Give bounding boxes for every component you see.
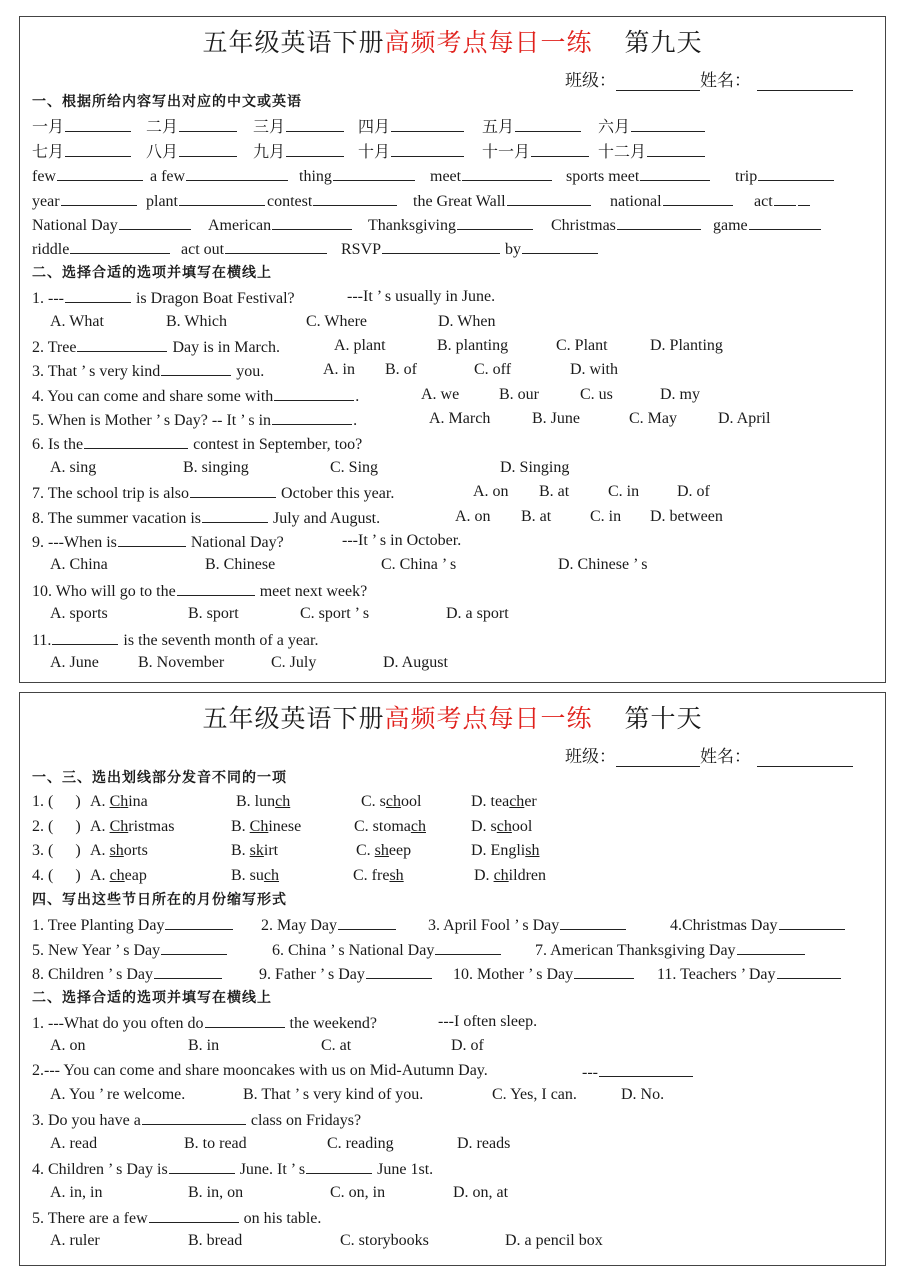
worksheet-body [32,90,881,675]
question-number: ) [75,793,81,811]
answer-blank[interactable] [560,912,626,930]
vocab-word: sports meet [566,168,640,186]
option[interactable]: D. Singing [500,458,570,476]
answer-blank[interactable] [462,163,552,181]
month-label: 八月 [146,143,179,161]
answer-blank[interactable] [186,163,288,181]
festival-label: 11. Teachers ’ [657,966,745,984]
option[interactable]: A. sing [50,458,97,476]
question-text: ---It ’ s in October. [342,532,462,550]
option[interactable]: D. English [471,842,540,860]
section-heading: 二、选择合适的选项并填写在横线上 [32,264,272,281]
answer-blank[interactable] [663,188,733,206]
options-row [32,553,881,577]
vocab-row [32,163,881,187]
vocab-word: act [754,192,773,210]
phonics-question [32,839,881,863]
answer-blank[interactable] [177,578,255,596]
question [32,1205,881,1229]
answer-blank[interactable] [179,188,265,206]
question-text: -- It ’ s in [211,412,272,430]
months-row [32,139,881,163]
title-grade: 五年级英语下册 [202,28,385,57]
month-label: 十一月 [482,143,531,161]
option[interactable]: A. in, in [50,1183,103,1201]
question-number: ) [75,842,81,860]
options-row [32,310,881,334]
answer-blank[interactable] [798,188,810,206]
question-text: --- [582,1063,598,1081]
question-text: contest in September, too? [193,436,363,454]
option[interactable]: B. in, on [188,1183,244,1201]
festival-label: 1. Tree Planting Day [32,917,165,935]
class-blank[interactable] [616,748,700,767]
option[interactable]: B. planting [437,336,509,354]
answer-blank[interactable] [286,139,344,157]
option[interactable]: D. Chinese ’ s [558,556,648,574]
option[interactable]: C. in [608,483,640,501]
question-text: 4. Children ’ s Day is [32,1161,168,1179]
answer-blank[interactable] [617,212,701,230]
title-day: 第十天 [624,704,703,733]
question-text: 5. When is Mother ’ s Day? [32,412,208,430]
question-text: 1. --- [32,290,64,308]
option[interactable]: D. children [474,866,546,884]
festival-label: 9. Father ’ s Day [259,966,365,984]
vocab-word: few [32,168,56,186]
answer-blank[interactable] [758,163,834,181]
question [32,431,881,455]
option[interactable]: A. shorts [90,842,148,860]
answer-blank[interactable] [574,961,634,979]
question [32,505,881,529]
answer-blank[interactable] [149,1205,239,1223]
question-text: 1. ---What do you often do [32,1014,204,1032]
question-text: October this year. [281,485,395,503]
question-text: is the seventh month of a year. [123,631,319,649]
question [32,1010,881,1034]
question-text: 7. The school trip is also [32,485,190,503]
answer-blank[interactable] [169,1156,235,1174]
option[interactable]: B. skirt [231,842,279,860]
answer-blank[interactable] [142,1107,246,1125]
answer-blank[interactable] [65,139,131,157]
option[interactable]: D. a pencil box [505,1232,603,1250]
option[interactable]: D. of [677,483,710,501]
question-text: you. [236,363,265,381]
answer-blank[interactable] [382,236,500,254]
answer-blank[interactable] [366,961,432,979]
vocab-word: thing [299,168,332,186]
question [32,358,881,382]
vocab-word: Christmas [551,216,616,234]
question [32,285,881,309]
answer-blank[interactable] [313,188,397,206]
question-text: 4. You can come and share some with [32,387,274,405]
question-text: class on Fridays? [250,1112,362,1130]
answer-blank[interactable] [647,139,705,157]
vocab-word: American [208,216,272,234]
answer-blank[interactable] [457,212,533,230]
question [32,529,881,553]
question-number: 4. ( [32,866,54,884]
festival-label: 5. New Year ’ s Day [32,941,161,959]
option[interactable]: D. When [438,312,496,330]
question-text: 10. Who will go to the [32,582,176,600]
festival-label: 8. Children ’ s Day [32,966,154,984]
option[interactable]: A. March [429,410,491,428]
class-label: 班级： [565,747,616,767]
name-blank[interactable] [757,72,853,91]
answer-blank[interactable] [777,961,841,979]
answer-blank[interactable] [599,1059,693,1077]
vocab-word: a few [150,168,186,186]
question-text: June. It ’ s [239,1161,306,1179]
options-row [32,1229,881,1253]
answer-blank[interactable] [274,383,354,401]
answer-blank[interactable] [205,1010,285,1028]
section-heading: 四、写出这些节日所在的月份缩写形式 [32,891,287,908]
answer-blank[interactable] [306,1156,372,1174]
question [32,480,881,504]
phonics-question [32,815,881,839]
answer-blank[interactable] [749,212,821,230]
answer-blank[interactable] [161,358,231,376]
month-label: 七月 [32,143,65,161]
answer-blank[interactable] [272,212,352,230]
answer-blank[interactable] [779,912,845,930]
worksheet-day-9 [19,16,886,683]
option[interactable]: C. storybooks [340,1232,429,1250]
answer-blank[interactable] [333,163,415,181]
question-text: 3. That ’ s very kind [32,363,161,381]
name-label: 姓名： [700,71,751,91]
question-number: ) [75,866,81,884]
answer-blank[interactable] [161,937,227,955]
month-label: 一月 [32,119,65,137]
answer-blank[interactable] [225,236,327,254]
section-heading: 二、选择合适的选项并填写在横线上 [32,989,272,1006]
answer-blank[interactable] [61,188,137,206]
festival-label: 2. May Day [261,917,337,935]
festival-row [32,912,881,936]
answer-blank[interactable] [165,912,233,930]
option[interactable]: D. between [650,507,723,525]
class-name-line [565,742,853,767]
festival-label: 6. China ’ s National Day [272,941,435,959]
option[interactable]: C. Sing [330,458,379,476]
question [32,627,881,651]
option[interactable]: A. China [50,556,108,574]
option[interactable]: D. Planting [650,336,723,354]
answer-blank[interactable] [515,114,581,132]
worksheet-day-10 [19,692,886,1266]
page-title [20,23,885,59]
question-number: 2. ( [32,817,54,835]
festival-label: 4.Christmas Day [670,917,778,935]
option[interactable]: A. in [323,361,355,379]
option[interactable]: C. sport ’ s [300,605,370,623]
answer-blank[interactable] [179,114,237,132]
vocab-word: by [505,241,521,259]
question [32,334,881,358]
question-text: meet next week? [259,582,368,600]
vocab-row [32,188,881,212]
option[interactable]: A. June [50,653,99,671]
option[interactable]: A. You ’ re welcome. [50,1086,186,1104]
vocab-row [32,212,881,236]
answer-blank[interactable] [286,114,344,132]
option[interactable]: A. we [421,385,460,403]
festival-label: Day [748,966,776,984]
vocab-word: National Day [32,216,118,234]
question-text: 6. Is the [32,436,84,454]
option[interactable]: D. of [451,1037,484,1055]
answer-blank[interactable] [190,480,276,498]
phonics-question [32,864,881,888]
vocab-word: national [610,192,662,210]
answer-blank[interactable] [272,407,352,425]
option[interactable]: B. our [499,385,539,403]
options-row [32,1181,881,1205]
option[interactable]: C. school [361,793,422,811]
question-text: ---I often sleep. [438,1012,538,1030]
question-number: 1. ( [32,793,54,811]
answer-blank[interactable] [631,114,705,132]
option[interactable]: B. June [532,410,580,428]
option[interactable]: B. Chinese [231,817,302,835]
option[interactable]: C. May [629,410,677,428]
month-label: 二月 [146,119,179,137]
month-label: 五月 [482,119,515,137]
option[interactable]: B. lunch [236,793,291,811]
option[interactable]: C. us [580,385,613,403]
vocab-word: RSVP [341,241,382,259]
question-text: July and August. [273,509,381,527]
answer-blank[interactable] [391,114,464,132]
option[interactable]: D. reads [457,1134,511,1152]
option[interactable]: A. cheap [90,866,147,884]
options-row [32,651,881,675]
question-text: on his table. [243,1210,322,1228]
vocab-word: act out [181,241,225,259]
vocab-word: the Great Wall [413,192,506,210]
option[interactable]: A. What [50,312,104,330]
option[interactable]: B. That ’ s very kind of you. [243,1086,424,1104]
vocab-word: trip [735,168,758,186]
question-text: . [355,387,360,405]
answer-blank[interactable] [737,937,805,955]
month-label: 九月 [253,143,286,161]
option[interactable]: C. July [271,653,317,671]
question-text: June 1st. [377,1161,434,1179]
month-label: 十二月 [598,143,647,161]
name-label: 姓名： [700,747,751,767]
option[interactable]: B. sport [188,605,239,623]
option[interactable]: B. Chinese [205,556,276,574]
class-blank[interactable] [616,72,700,91]
answer-blank[interactable] [531,139,589,157]
option[interactable]: C. Yes, I can. [492,1086,577,1104]
vocab-row [32,236,881,260]
question [32,383,881,407]
answer-blank[interactable] [65,114,131,132]
option[interactable]: C. China ’ s [381,556,457,574]
vocab-word: plant [146,192,178,210]
title-day: 第九天 [624,28,703,57]
question-text: is Dragon Boat Festival? [135,290,295,308]
answer-blank[interactable] [202,505,268,523]
answer-blank[interactable] [70,236,170,254]
option[interactable]: A. ruler [50,1232,100,1250]
option[interactable]: C. stomach [354,817,426,835]
question-text: ---It ’ s usually in June. [347,288,496,306]
option[interactable]: C. off [474,361,512,379]
question [32,1059,881,1083]
question [32,407,881,431]
question [32,578,881,602]
question-number: ) [75,817,81,835]
answer-blank[interactable] [522,236,598,254]
question-text: 2. Tree [32,338,77,356]
festival-row [32,937,881,961]
answer-blank[interactable] [391,139,464,157]
question-text: National Day? [190,534,284,552]
class-label: 班级： [565,71,616,91]
phonics-question [32,790,881,814]
option[interactable]: D. No. [621,1086,665,1104]
option[interactable]: C. fresh [353,866,404,884]
question-text: 5. There are a few [32,1210,148,1228]
title-highlight: 高频考点每日一练 [384,704,593,733]
vocab-word: game [713,216,748,234]
month-label: 四月 [358,119,391,137]
festival-label: 10. Mother ’ s Day [453,966,574,984]
vocab-word: contest [267,192,313,210]
option[interactable]: B. in [188,1037,220,1055]
month-label: 六月 [598,119,631,137]
answer-blank[interactable] [179,139,237,157]
festival-label: 3. April Fool ’ s Day [428,917,560,935]
option[interactable]: A. read [50,1134,98,1152]
answer-blank[interactable] [774,188,796,206]
option[interactable]: B. to read [184,1134,247,1152]
option[interactable]: B. November [138,653,225,671]
answer-blank[interactable] [84,431,188,449]
option[interactable]: B. bread [188,1232,243,1250]
option[interactable]: C. Where [306,312,368,330]
option[interactable]: A. on [473,483,509,501]
answer-blank[interactable] [77,334,167,352]
question-text: the weekend? [289,1014,378,1032]
answer-blank[interactable] [507,188,591,206]
month-label: 十月 [358,143,391,161]
name-blank[interactable] [757,748,853,767]
option[interactable]: B. at [539,483,570,501]
answer-blank[interactable] [118,529,186,547]
option[interactable]: B. such [231,866,280,884]
option[interactable]: A. on [50,1037,86,1055]
option[interactable]: D. school [471,817,533,835]
option[interactable]: D. a sport [446,605,509,623]
option[interactable]: A. China [90,793,148,811]
option[interactable]: B. Which [166,312,228,330]
section-heading: 一、根据所给内容写出对应的中文或英语 [32,94,302,110]
option[interactable]: A. on [455,507,491,525]
option[interactable]: D. April [718,410,771,428]
question-text: 2.--- You can come and share mooncakes with us on Mid-Autumn Day. [32,1061,488,1079]
answer-blank[interactable] [52,627,118,645]
question-number: 3. ( [32,842,54,860]
vocab-word: riddle [32,241,70,259]
answer-blank[interactable] [154,961,222,979]
class-name-line [565,66,853,91]
options-row [32,1034,881,1058]
question-text: 8. The summer vacation is [32,509,201,527]
option[interactable]: A. plant [334,336,386,354]
section-heading: 一、三、选出划线部分发音不同的一项 [32,770,287,786]
option[interactable]: A. Christmas [90,817,175,835]
worksheet-body [32,766,881,1254]
option[interactable]: C. sheep [356,842,412,860]
answer-blank[interactable] [338,912,396,930]
answer-blank[interactable] [119,212,191,230]
option[interactable]: B. singing [183,458,249,476]
months-row [32,114,881,138]
option[interactable]: B. at [521,507,552,525]
answer-blank[interactable] [65,285,131,303]
options-row [32,1083,881,1107]
page-title [20,699,885,735]
question [32,1156,881,1180]
festival-row [32,961,881,985]
option[interactable]: A. sports [50,605,108,623]
option[interactable]: B. of [385,361,417,379]
option[interactable]: D. teacher [471,793,537,811]
answer-blank[interactable] [435,937,501,955]
answer-blank[interactable] [57,163,143,181]
question-text: 3. Do you have a [32,1112,141,1130]
title-highlight: 高频考点每日一练 [384,28,593,57]
options-row [32,602,881,626]
option[interactable]: D. with [570,361,618,379]
question [32,1107,881,1131]
option[interactable]: D. August [383,653,448,671]
vocab-word: year [32,192,60,210]
options-row [32,456,881,480]
vocab-word: meet [430,168,462,186]
option[interactable]: D. my [660,385,700,403]
question-text: 9. ---When is [32,534,117,552]
option[interactable]: D. on, at [453,1183,509,1201]
option[interactable]: C. in [590,507,622,525]
options-row [32,1132,881,1156]
option[interactable]: C. reading [327,1134,394,1152]
option[interactable]: C. at [321,1037,352,1055]
month-label: 三月 [253,119,286,137]
vocab-word: Thanksgiving [368,216,456,234]
festival-label: 7. American Thanksgiving Day [535,941,736,959]
question-text: 11. [32,631,52,649]
question-text: Day is in March. [172,338,280,356]
title-grade: 五年级英语下册 [202,704,385,733]
option[interactable]: C. Plant [556,336,608,354]
option[interactable]: C. on, in [330,1183,386,1201]
answer-blank[interactable] [640,163,710,181]
question-text: . [353,412,358,430]
